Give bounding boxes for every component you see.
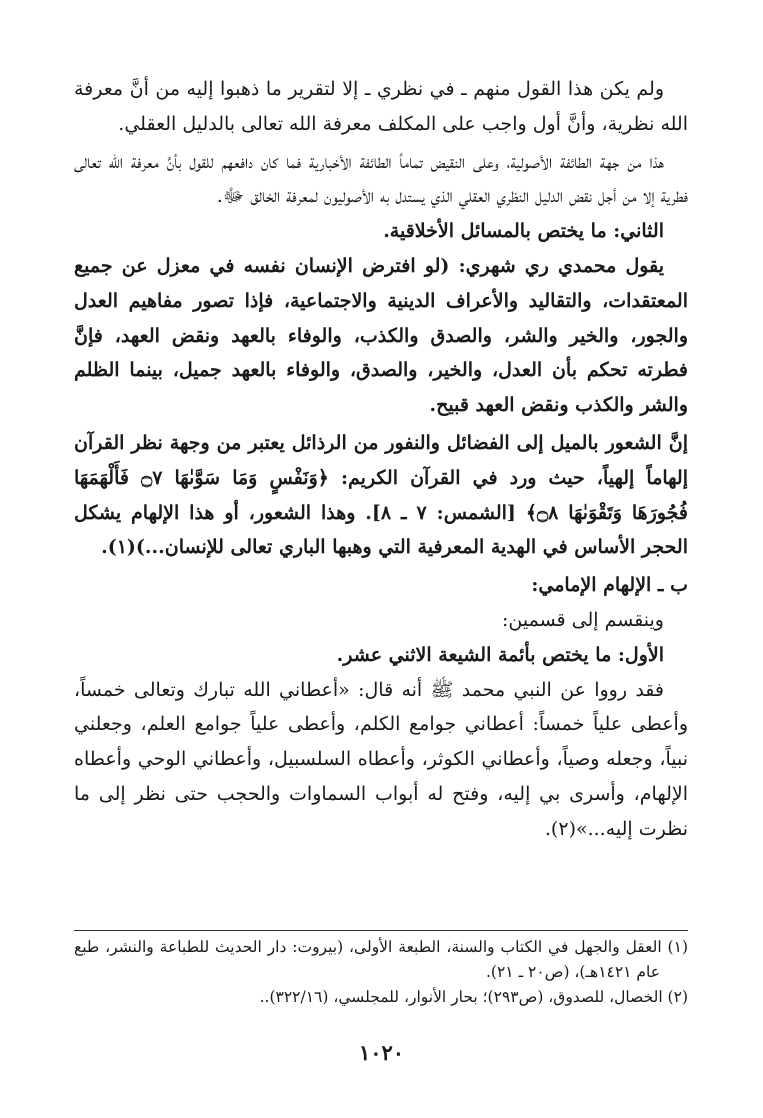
quote-paragraph: يقول محمدي ري شهري: (لو افترض الإنسان نفسه في معزل عن جميع المعتقدات، والتقاليد والأعراف الدينية والاجتماعية، فإذا تصور مفاهيم العدل والجور، والخير والشر، والصدق والكذب، والوفاء بالعهد ونقض العهد، فإنَّ فطرته تحكم بأن العدل، والخير، والصدق، والوفاء بالعهد جميل، بينما الظلم والشر والكذب ونقض العهد قبيح. <box>74 254 688 417</box>
hadith-paragraph: فقد رووا عن النبي محمد ﷺ أنه قال: «أعطاني الله تبارك وتعالى خمساً، وأعطى علياً خمساً: أعطاني جوامع الكلم، وأعطى علياً جوامع العلم، وجعلني نبياً، وجعله وصياً، وأعطاني الكوثر، وأعطاه السلسبيل، وأعطاني الوحي وأعطاه الإلهام، وأسرى بي إليه، وفتح له أبواب السماوات والحجب حتى نظر إلى ما نظرت إليه...»(٢). <box>74 678 688 840</box>
heading-first-imams: الأول: ما يختص بأئمة الشيعة الاثني عشر. <box>336 643 664 666</box>
paragraph-1: ولم يكن هذا القول منهم ـ في نظري ـ إلا لتقرير ما ذهبوا إليه من أنَّ معرفة الله نظرية، وأنَّ أول واجب على المكلف معرفة الله تعالى بالدليل العقلي. <box>74 78 688 135</box>
page-body <box>74 72 688 847</box>
heading-imami-inspiration: ب ـ الإلهام الإمامي: <box>531 574 688 597</box>
quran-paragraph: إنَّ الشعور بالميل إلى الفضائل والنفور من الرذائل يعتبر من وجهة نظر القرآن إلهاماً إلهياً، حيث ورد في القرآن الكريم: ﴿وَنَفْسٍ وَمَا سَوَّىٰهَا ۝٧ فَأَلْهَمَهَا فُجُورَهَا وَتَقْوَىٰهَا ۝٨﴾ [الشمس: ٧ ـ ٨]. وهذا الشعور، أو هذا الإلهام يشكل الحجر الأساس في الهدية المعرفية التي وهبها الباري تعالى للإنسان...)(١). <box>74 431 689 559</box>
heading-second-ethics: الثاني: ما يختص بالمسائل الأخلاقية. <box>383 220 664 243</box>
paragraph-divisions: وينقسم إلى قسمين: <box>501 608 664 631</box>
page-number: ١٠٢٠ <box>358 1040 405 1065</box>
paragraph-2: هذا من جهة الطائفة الأصولية، وعلى النقيض تماماً الطائفة الأخبارية فما كان دافعهم للقول بأنَّ معرفة الله تعالى فطرية إلا من أجل نقض الدليل النظري العقلي الذي يستدل به الأصوليون لمعرفة الخالق ﷻ. <box>74 150 688 208</box>
footnote-1: (١) العقل والجهل في الكتاب والسنة، الطبعة الأولى، (بيروت: دار الحديث للطباعة والنشر، طبع عام ١٤٢١هـ)، (ص٢٠ ـ ٢١). <box>74 938 688 981</box>
footnote-2: (٢) الخصال، للصدوق، (ص٢٩٣)؛ بحار الأنوار، للمجلسي، (٣٢٢/١٦).. <box>259 988 688 1006</box>
footnotes <box>74 930 688 1010</box>
